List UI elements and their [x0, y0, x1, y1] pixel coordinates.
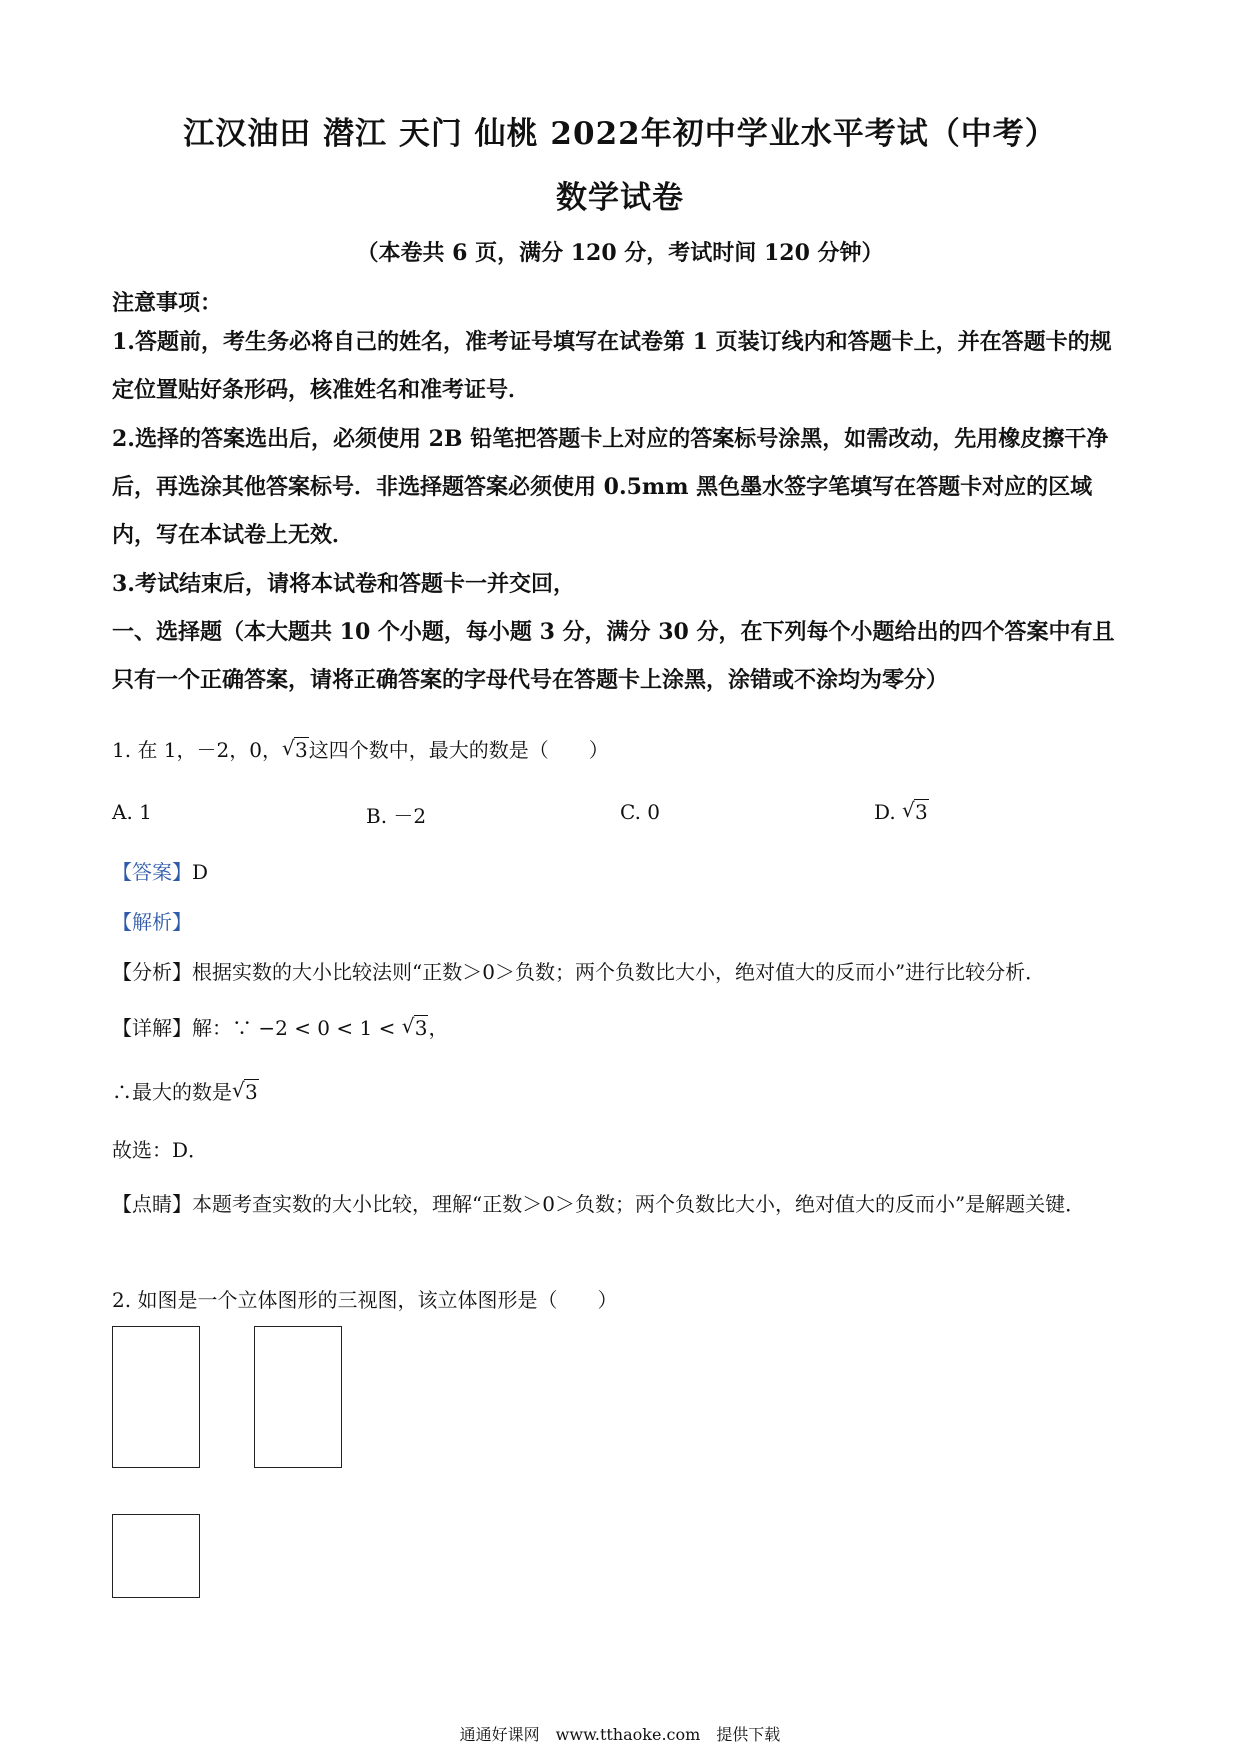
question-2-stem: 2. 如图是一个立体图形的三视图，该立体图形是（ ） — [112, 1288, 618, 1312]
notice-item-2: 2.选择的答案选出后，必须使用 2B 铅笔把答题卡上对应的答案标号涂黑，如需改动，先用橡皮擦干净后，再选涂其他答案标号．非选择题答案必须使用 0.5mm 黑色墨水签字笔填写在答题卡对应的区域内，写在本试卷上无效． — [112, 426, 1109, 548]
front-view-rect — [112, 1326, 200, 1468]
option-d: D. √ 3 — [874, 800, 929, 824]
detail-line: 【详解】解：∵ −2 < 0 < 1 < √ 3， — [112, 1012, 1132, 1041]
answer-line — [112, 856, 1132, 885]
section-1-heading: 一、选择题（本大题共 10 个小题，每小题 3 分，满分 30 分，在下列每个小题给出的四个答案中有且只有一个正确答案，请将正确答案的字母代号在答题卡上涂黑，涂错或不涂均为零分） — [112, 619, 1115, 693]
analysis-text: 【分析】根据实数的大小比较法则“正数＞0＞负数；两个负数比大小，绝对值大的反而小”进行比较分析． — [112, 960, 1046, 984]
answer-tag: 【答案】 — [112, 860, 192, 884]
notice-heading: 注意事项： — [112, 290, 223, 316]
option-b: B. －2 — [366, 804, 427, 828]
option-c: C. 0 — [620, 800, 661, 824]
conclusion-line: ∴最大的数是√ 3 — [112, 1076, 1132, 1105]
notice-item-3: 3.考试结束后，请将本试卷和答题卡一并交回， — [112, 571, 575, 597]
exam-subtitle: 数学试卷 — [556, 180, 684, 216]
exam-info: （本卷共 6 页，满分 120 分，考试时间 120 分钟） — [356, 240, 884, 266]
top-view-rect — [112, 1514, 200, 1598]
option-a: A. 1 — [112, 800, 152, 824]
side-view-rect — [254, 1326, 342, 1468]
question-1-stem: 1. 在 1，－2，0，√ 3这四个数中，最大的数是（ ） — [112, 734, 1132, 763]
notice-item-1: 1.答题前，考生务必将自己的姓名，准考证号填写在试卷第 1 页装订线内和答题卡上，并在答题卡的规定位置贴好条形码，核准姓名和准考证号． — [112, 329, 1112, 403]
analysis-tag: 【解析】 — [112, 910, 192, 934]
comment-text: 【点睛】本题考查实数的大小比较，理解“正数＞0＞负数；两个负数比大小，绝对值大的反而小”是解题关键． — [112, 1192, 1086, 1216]
answer-value: D — [192, 860, 209, 884]
choice-line: 故选：D． — [112, 1138, 209, 1162]
exam-title: 江汉油田 潜江 天门 仙桃 2022年初中学业水平考试（中考） — [183, 116, 1057, 152]
footer-text: 通通好课网 www.tthaoke.com 提供下载 — [459, 1725, 781, 1744]
